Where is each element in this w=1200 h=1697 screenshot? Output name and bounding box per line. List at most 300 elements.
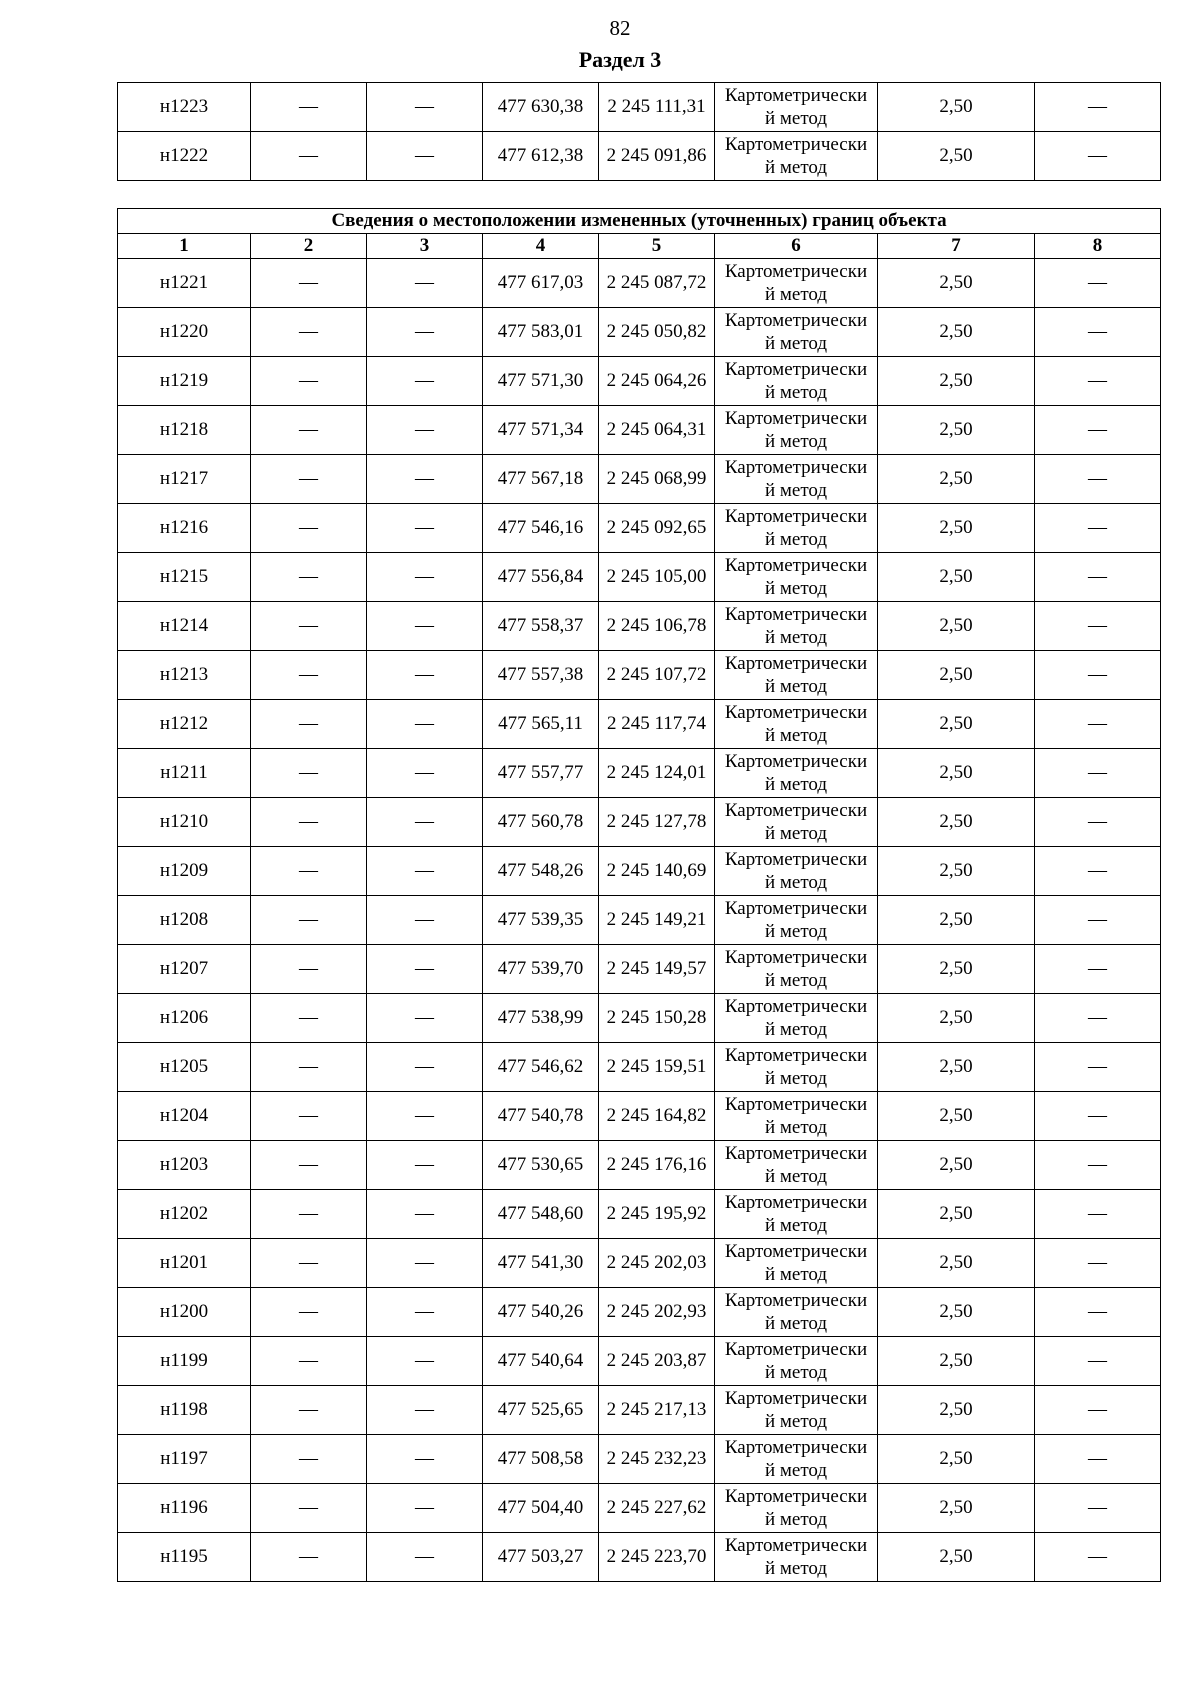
table-row	[118, 896, 1161, 945]
point-name-cell: н1195	[118, 1533, 251, 1582]
dash-cell: —	[367, 132, 483, 181]
method-line-2: й метод	[764, 1117, 828, 1138]
dash-cell: —	[367, 455, 483, 504]
table-row	[118, 1141, 1161, 1190]
dash-cell: —	[251, 1484, 367, 1533]
coord-y-cell: 2 245 068,99	[599, 455, 715, 504]
table-row	[118, 1533, 1161, 1582]
method-cell	[715, 847, 878, 896]
coord-x-cell: 477 565,11	[483, 700, 599, 749]
coord-y-cell: 2 245 159,51	[599, 1043, 715, 1092]
method-line-1: Картометрически	[724, 1535, 868, 1556]
method-cell	[715, 1386, 878, 1435]
point-name-cell: н1216	[118, 504, 251, 553]
dash-cell: —	[1035, 1337, 1161, 1386]
method-line-1: Картометрически	[724, 1339, 868, 1360]
coord-x-cell: 477 539,35	[483, 896, 599, 945]
method-cell	[715, 896, 878, 945]
dash-cell: —	[1035, 132, 1161, 181]
dash-cell: —	[251, 1141, 367, 1190]
table-row	[118, 1043, 1161, 1092]
page-number: 82	[609, 16, 631, 40]
dash-cell: —	[367, 1386, 483, 1435]
dash-cell: —	[367, 504, 483, 553]
dash-cell: —	[367, 1484, 483, 1533]
accuracy-cell: 2,50	[878, 308, 1035, 357]
method-line-2: й метод	[764, 1166, 828, 1187]
point-name-cell: н1219	[118, 357, 251, 406]
dash-cell: —	[1035, 700, 1161, 749]
table-row	[118, 1092, 1161, 1141]
table-row	[118, 455, 1161, 504]
dash-cell: —	[367, 896, 483, 945]
method-cell	[715, 1092, 878, 1141]
table-row	[118, 259, 1161, 308]
method-cell	[715, 455, 878, 504]
table-title: Сведения о местоположении измененных (уточненных) границ объекта	[118, 209, 1161, 234]
method-line-1: Картометрически	[724, 1486, 868, 1507]
dash-cell: —	[251, 553, 367, 602]
coord-x-cell: 477 548,60	[483, 1190, 599, 1239]
accuracy-cell: 2,50	[878, 1386, 1035, 1435]
column-number-header: 5	[599, 234, 715, 259]
point-name-cell: н1213	[118, 651, 251, 700]
point-name-cell: н1209	[118, 847, 251, 896]
dash-cell: —	[251, 1533, 367, 1582]
coord-x-cell: 477 612,38	[483, 132, 599, 181]
dash-cell: —	[251, 1239, 367, 1288]
method-line-2: й метод	[764, 1460, 828, 1481]
coord-x-cell: 477 558,37	[483, 602, 599, 651]
method-line-1: Картометрически	[724, 1094, 868, 1115]
coord-y-cell: 2 245 203,87	[599, 1337, 715, 1386]
table-row	[118, 1386, 1161, 1435]
accuracy-cell: 2,50	[878, 1484, 1035, 1533]
method-cell	[715, 308, 878, 357]
dash-cell: —	[367, 1141, 483, 1190]
accuracy-cell: 2,50	[878, 1190, 1035, 1239]
dash-cell: —	[1035, 308, 1161, 357]
dash-cell: —	[367, 259, 483, 308]
method-line-2: й метод	[764, 1068, 828, 1089]
method-cell	[715, 602, 878, 651]
accuracy-cell: 2,50	[878, 259, 1035, 308]
method-line-1: Картометрически	[724, 800, 868, 821]
method-cell	[715, 1141, 878, 1190]
column-number-header: 1	[118, 234, 251, 259]
coord-y-cell: 2 245 195,92	[599, 1190, 715, 1239]
dash-cell: —	[367, 749, 483, 798]
accuracy-cell: 2,50	[878, 455, 1035, 504]
coord-y-cell: 2 245 124,01	[599, 749, 715, 798]
dash-cell: —	[251, 357, 367, 406]
dash-cell: —	[1035, 1288, 1161, 1337]
method-cell	[715, 406, 878, 455]
method-cell	[715, 1533, 878, 1582]
point-name-cell: н1221	[118, 259, 251, 308]
method-line-1: Картометрически	[724, 996, 868, 1017]
method-line-1: Картометрически	[724, 1045, 868, 1066]
coord-y-cell: 2 245 150,28	[599, 994, 715, 1043]
table-row	[118, 1239, 1161, 1288]
coord-x-cell: 477 539,70	[483, 945, 599, 994]
column-number-header: 6	[715, 234, 878, 259]
point-name-cell: н1222	[118, 132, 251, 181]
point-name-cell: н1202	[118, 1190, 251, 1239]
method-line-2: й метод	[764, 1411, 828, 1432]
dash-cell: —	[367, 847, 483, 896]
accuracy-cell: 2,50	[878, 602, 1035, 651]
dash-cell: —	[367, 602, 483, 651]
coord-y-cell: 2 245 176,16	[599, 1141, 715, 1190]
method-line-2: й метод	[764, 627, 828, 648]
dash-cell: —	[251, 700, 367, 749]
coord-y-cell: 2 245 050,82	[599, 308, 715, 357]
dash-cell: —	[251, 1092, 367, 1141]
method-line-2: й метод	[764, 676, 828, 697]
accuracy-cell: 2,50	[878, 1092, 1035, 1141]
point-name-cell: н1214	[118, 602, 251, 651]
column-number-header: 7	[878, 234, 1035, 259]
accuracy-cell: 2,50	[878, 1239, 1035, 1288]
method-cell	[715, 553, 878, 602]
coord-y-cell: 2 245 064,31	[599, 406, 715, 455]
dash-cell: —	[251, 1337, 367, 1386]
coord-y-cell: 2 245 105,00	[599, 553, 715, 602]
method-line-2: й метод	[764, 921, 828, 942]
method-line-2: й метод	[764, 823, 828, 844]
coord-y-cell: 2 245 117,74	[599, 700, 715, 749]
dash-cell: —	[367, 1043, 483, 1092]
method-line-1: Картометрически	[724, 555, 868, 576]
method-line-2: й метод	[764, 1362, 828, 1383]
accuracy-cell: 2,50	[878, 1337, 1035, 1386]
coord-x-cell: 477 503,27	[483, 1533, 599, 1582]
dash-cell: —	[1035, 1386, 1161, 1435]
table-row	[118, 406, 1161, 455]
dash-cell: —	[251, 945, 367, 994]
accuracy-cell: 2,50	[878, 553, 1035, 602]
point-name-cell: н1206	[118, 994, 251, 1043]
coord-x-cell: 477 508,58	[483, 1435, 599, 1484]
point-name-cell: н1199	[118, 1337, 251, 1386]
method-line-2: й метод	[764, 774, 828, 795]
table-row	[118, 994, 1161, 1043]
table-row	[118, 1484, 1161, 1533]
coord-y-cell: 2 245 087,72	[599, 259, 715, 308]
coord-y-cell: 2 245 127,78	[599, 798, 715, 847]
dash-cell: —	[1035, 1092, 1161, 1141]
accuracy-cell: 2,50	[878, 1435, 1035, 1484]
coord-x-cell: 477 583,01	[483, 308, 599, 357]
method-line-1: Картометрически	[724, 702, 868, 723]
point-name-cell: н1211	[118, 749, 251, 798]
method-cell	[715, 1043, 878, 1092]
dash-cell: —	[251, 994, 367, 1043]
dash-cell: —	[1035, 406, 1161, 455]
dash-cell: —	[1035, 994, 1161, 1043]
method-line-2: й метод	[764, 284, 828, 305]
dash-cell: —	[1035, 1239, 1161, 1288]
method-line-1: Картометрически	[724, 751, 868, 772]
point-name-cell: н1201	[118, 1239, 251, 1288]
accuracy-cell: 2,50	[878, 896, 1035, 945]
coord-y-cell: 2 245 164,82	[599, 1092, 715, 1141]
method-line-1: Картометрически	[724, 1241, 868, 1262]
point-name-cell: н1200	[118, 1288, 251, 1337]
dash-cell: —	[367, 553, 483, 602]
coord-y-cell: 2 245 202,93	[599, 1288, 715, 1337]
dash-cell: —	[251, 1190, 367, 1239]
table-row	[118, 504, 1161, 553]
point-name-cell: н1210	[118, 798, 251, 847]
dash-cell: —	[1035, 1533, 1161, 1582]
coord-y-cell: 2 245 227,62	[599, 1484, 715, 1533]
dash-cell: —	[1035, 798, 1161, 847]
point-name-cell: н1208	[118, 896, 251, 945]
method-line-1: Картометрически	[724, 1388, 868, 1409]
table-row	[118, 847, 1161, 896]
coordinates-table	[117, 208, 1161, 1582]
method-line-1: Картометрически	[724, 653, 868, 674]
method-line-1: Картометрически	[724, 506, 868, 527]
dash-cell: —	[251, 651, 367, 700]
dash-cell: —	[251, 1043, 367, 1092]
coord-x-cell: 477 530,65	[483, 1141, 599, 1190]
table-row	[118, 553, 1161, 602]
method-line-1: Картометрически	[724, 849, 868, 870]
dash-cell: —	[367, 1337, 483, 1386]
column-number-header: 3	[367, 234, 483, 259]
table-row	[118, 651, 1161, 700]
dash-cell: —	[367, 798, 483, 847]
table-row	[118, 798, 1161, 847]
dash-cell: —	[251, 83, 367, 132]
method-line-2: й метод	[764, 529, 828, 550]
method-cell	[715, 132, 878, 181]
dash-cell: —	[1035, 504, 1161, 553]
dash-cell: —	[1035, 896, 1161, 945]
method-cell	[715, 651, 878, 700]
table-row	[118, 83, 1161, 132]
coord-y-cell: 2 245 092,65	[599, 504, 715, 553]
method-cell	[715, 1288, 878, 1337]
method-cell	[715, 994, 878, 1043]
coord-x-cell: 477 630,38	[483, 83, 599, 132]
accuracy-cell: 2,50	[878, 749, 1035, 798]
coord-y-cell: 2 245 111,31	[599, 83, 715, 132]
dash-cell: —	[251, 798, 367, 847]
method-cell	[715, 83, 878, 132]
coord-x-cell: 477 548,26	[483, 847, 599, 896]
method-cell	[715, 700, 878, 749]
dash-cell: —	[251, 1288, 367, 1337]
table-row	[118, 700, 1161, 749]
coord-y-cell: 2 245 217,13	[599, 1386, 715, 1435]
point-name-cell: н1217	[118, 455, 251, 504]
method-line-2: й метод	[764, 157, 828, 178]
accuracy-cell: 2,50	[878, 406, 1035, 455]
method-cell	[715, 357, 878, 406]
accuracy-cell: 2,50	[878, 700, 1035, 749]
point-name-cell: н1212	[118, 700, 251, 749]
dash-cell: —	[367, 1533, 483, 1582]
dash-cell: —	[367, 1288, 483, 1337]
method-cell	[715, 945, 878, 994]
coord-x-cell: 477 546,16	[483, 504, 599, 553]
table-row	[118, 357, 1161, 406]
coord-y-cell: 2 245 149,21	[599, 896, 715, 945]
method-line-2: й метод	[764, 1264, 828, 1285]
dash-cell: —	[251, 259, 367, 308]
coord-x-cell: 477 540,78	[483, 1092, 599, 1141]
point-name-cell: н1196	[118, 1484, 251, 1533]
accuracy-cell: 2,50	[878, 83, 1035, 132]
dash-cell: —	[367, 406, 483, 455]
table-row	[118, 945, 1161, 994]
coord-x-cell: 477 504,40	[483, 1484, 599, 1533]
column-number-header: 8	[1035, 234, 1161, 259]
method-line-2: й метод	[764, 725, 828, 746]
method-line-2: й метод	[764, 431, 828, 452]
method-line-2: й метод	[764, 480, 828, 501]
coord-x-cell: 477 557,77	[483, 749, 599, 798]
dash-cell: —	[367, 357, 483, 406]
method-line-1: Картометрически	[724, 310, 868, 331]
method-line-1: Картометрически	[724, 898, 868, 919]
method-line-2: й метод	[764, 970, 828, 991]
dash-cell: —	[367, 1435, 483, 1484]
coord-y-cell: 2 245 140,69	[599, 847, 715, 896]
dash-cell: —	[367, 1239, 483, 1288]
coord-y-cell: 2 245 107,72	[599, 651, 715, 700]
coord-x-cell: 477 538,99	[483, 994, 599, 1043]
method-line-1: Картометрически	[724, 1437, 868, 1458]
accuracy-cell: 2,50	[878, 945, 1035, 994]
method-line-2: й метод	[764, 578, 828, 599]
accuracy-cell: 2,50	[878, 504, 1035, 553]
coord-y-cell: 2 245 064,26	[599, 357, 715, 406]
coord-x-cell: 477 541,30	[483, 1239, 599, 1288]
point-name-cell: н1197	[118, 1435, 251, 1484]
method-line-1: Картометрически	[724, 1192, 868, 1213]
coord-y-cell: 2 245 202,03	[599, 1239, 715, 1288]
table-row	[118, 1288, 1161, 1337]
point-name-cell: н1198	[118, 1386, 251, 1435]
coord-x-cell: 477 556,84	[483, 553, 599, 602]
dash-cell: —	[367, 308, 483, 357]
coordinates-table-continued	[117, 82, 1161, 181]
dash-cell: —	[1035, 1190, 1161, 1239]
dash-cell: —	[1035, 259, 1161, 308]
table-row	[118, 602, 1161, 651]
method-line-1: Картометрически	[724, 134, 868, 155]
dash-cell: —	[367, 1190, 483, 1239]
coord-x-cell: 477 557,38	[483, 651, 599, 700]
table-row	[118, 749, 1161, 798]
coord-y-cell: 2 245 223,70	[599, 1533, 715, 1582]
method-line-2: й метод	[764, 1558, 828, 1579]
dash-cell: —	[1035, 1484, 1161, 1533]
dash-cell: —	[1035, 847, 1161, 896]
dash-cell: —	[1035, 651, 1161, 700]
method-line-2: й метод	[764, 1313, 828, 1334]
point-name-cell: н1218	[118, 406, 251, 455]
coord-y-cell: 2 245 232,23	[599, 1435, 715, 1484]
coord-x-cell: 477 571,30	[483, 357, 599, 406]
method-line-2: й метод	[764, 108, 828, 129]
method-line-1: Картометрически	[724, 604, 868, 625]
point-name-cell: н1215	[118, 553, 251, 602]
accuracy-cell: 2,50	[878, 847, 1035, 896]
dash-cell: —	[367, 700, 483, 749]
method-line-1: Картометрически	[724, 359, 868, 380]
coord-x-cell: 477 560,78	[483, 798, 599, 847]
method-line-2: й метод	[764, 1215, 828, 1236]
method-cell	[715, 1239, 878, 1288]
dash-cell: —	[1035, 553, 1161, 602]
coord-x-cell: 477 567,18	[483, 455, 599, 504]
method-line-2: й метод	[764, 382, 828, 403]
accuracy-cell: 2,50	[878, 994, 1035, 1043]
section-title: Раздел 3	[578, 47, 662, 72]
column-number-header: 4	[483, 234, 599, 259]
dash-cell: —	[1035, 602, 1161, 651]
dash-cell: —	[251, 896, 367, 945]
dash-cell: —	[1035, 455, 1161, 504]
dash-cell: —	[1035, 83, 1161, 132]
table-row	[118, 1190, 1161, 1239]
coord-y-cell: 2 245 149,57	[599, 945, 715, 994]
accuracy-cell: 2,50	[878, 1043, 1035, 1092]
method-line-2: й метод	[764, 872, 828, 893]
dash-cell: —	[1035, 1435, 1161, 1484]
dash-cell: —	[1035, 945, 1161, 994]
method-cell	[715, 1435, 878, 1484]
accuracy-cell: 2,50	[878, 132, 1035, 181]
point-name-cell: н1220	[118, 308, 251, 357]
coord-x-cell: 477 540,26	[483, 1288, 599, 1337]
table-row	[118, 308, 1161, 357]
coord-x-cell: 477 571,34	[483, 406, 599, 455]
method-line-2: й метод	[764, 333, 828, 354]
point-name-cell: н1223	[118, 83, 251, 132]
method-cell	[715, 1337, 878, 1386]
point-name-cell: н1204	[118, 1092, 251, 1141]
coord-x-cell: 477 525,65	[483, 1386, 599, 1435]
dash-cell: —	[1035, 1141, 1161, 1190]
coord-y-cell: 2 245 091,86	[599, 132, 715, 181]
column-number-header: 2	[251, 234, 367, 259]
accuracy-cell: 2,50	[878, 1141, 1035, 1190]
dash-cell: —	[1035, 749, 1161, 798]
method-line-1: Картометрически	[724, 457, 868, 478]
dash-cell: —	[251, 504, 367, 553]
accuracy-cell: 2,50	[878, 1533, 1035, 1582]
accuracy-cell: 2,50	[878, 357, 1035, 406]
dash-cell: —	[251, 406, 367, 455]
dash-cell: —	[1035, 357, 1161, 406]
table-row	[118, 1337, 1161, 1386]
method-line-1: Картометрически	[724, 85, 868, 106]
method-cell	[715, 1484, 878, 1533]
dash-cell: —	[251, 455, 367, 504]
dash-cell: —	[251, 602, 367, 651]
method-line-1: Картометрически	[724, 1143, 868, 1164]
method-cell	[715, 1190, 878, 1239]
method-cell	[715, 798, 878, 847]
accuracy-cell: 2,50	[878, 1288, 1035, 1337]
